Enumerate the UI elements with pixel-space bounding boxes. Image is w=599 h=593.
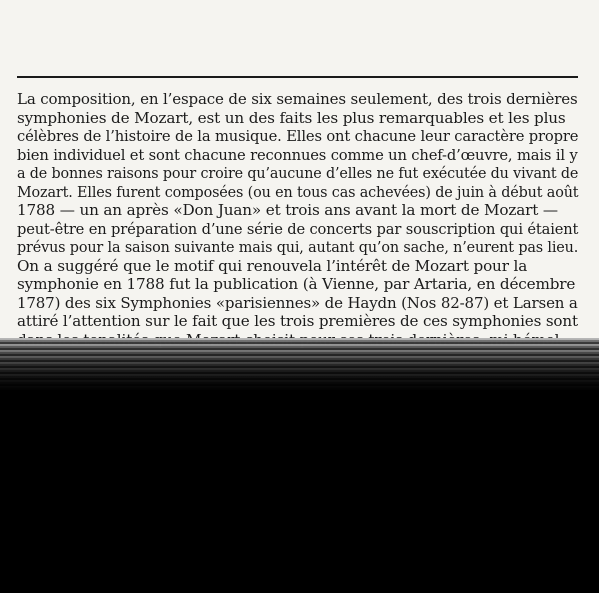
text-line: symphonies de Mozart, est un des faits les plus remarquables et les plus <box>17 108 566 127</box>
horizontal-rule <box>17 76 578 78</box>
text-line: bien individuel et sont chacune reconnues comme un chef-d’œuvre, mais il y <box>17 145 578 164</box>
text-line: symphonie en 1788 fut la publication (à Vienne, par Artaria, en décembre <box>17 275 576 293</box>
text-line: a de bonnes raisons pour croire qu’aucune d’elles ne fut exécutée du vivant de <box>17 164 579 182</box>
text-line: peut-être en préparation d’une série de concerts par souscription qui étaient <box>17 219 579 238</box>
text-line: 1787) des six Symphonies «parisiennes» de Haydn (Nos 82-87) et Larsen a <box>17 293 578 312</box>
text-line: La composition, en l’espace de six semaines seulement, des trois dernières <box>17 90 578 108</box>
text-line: On a suggéré que le motif qui renouvela l’intérêt de Mozart pour la <box>17 256 528 275</box>
text-line: 1788 — un an après «Don Juan» et trois ans avant la mort de Mozart — <box>17 201 558 219</box>
text-line: célèbres de l’histoire de la musique. Elles ont chacune leur caractère propre <box>17 127 579 145</box>
scan-fade-overlay <box>0 338 599 390</box>
body-paragraph <box>17 90 578 340</box>
text-line: attiré l’attention sur le fait que les trois premières de ces symphonies sont <box>17 312 578 330</box>
text-line: Mozart. Elles furent composées (ou en tous cas achevées) de juin à début août <box>17 182 579 201</box>
text-line: prévus pour la saison suivante mais qui, autant qu’on sache, n’eurent pas lieu. <box>17 238 579 256</box>
